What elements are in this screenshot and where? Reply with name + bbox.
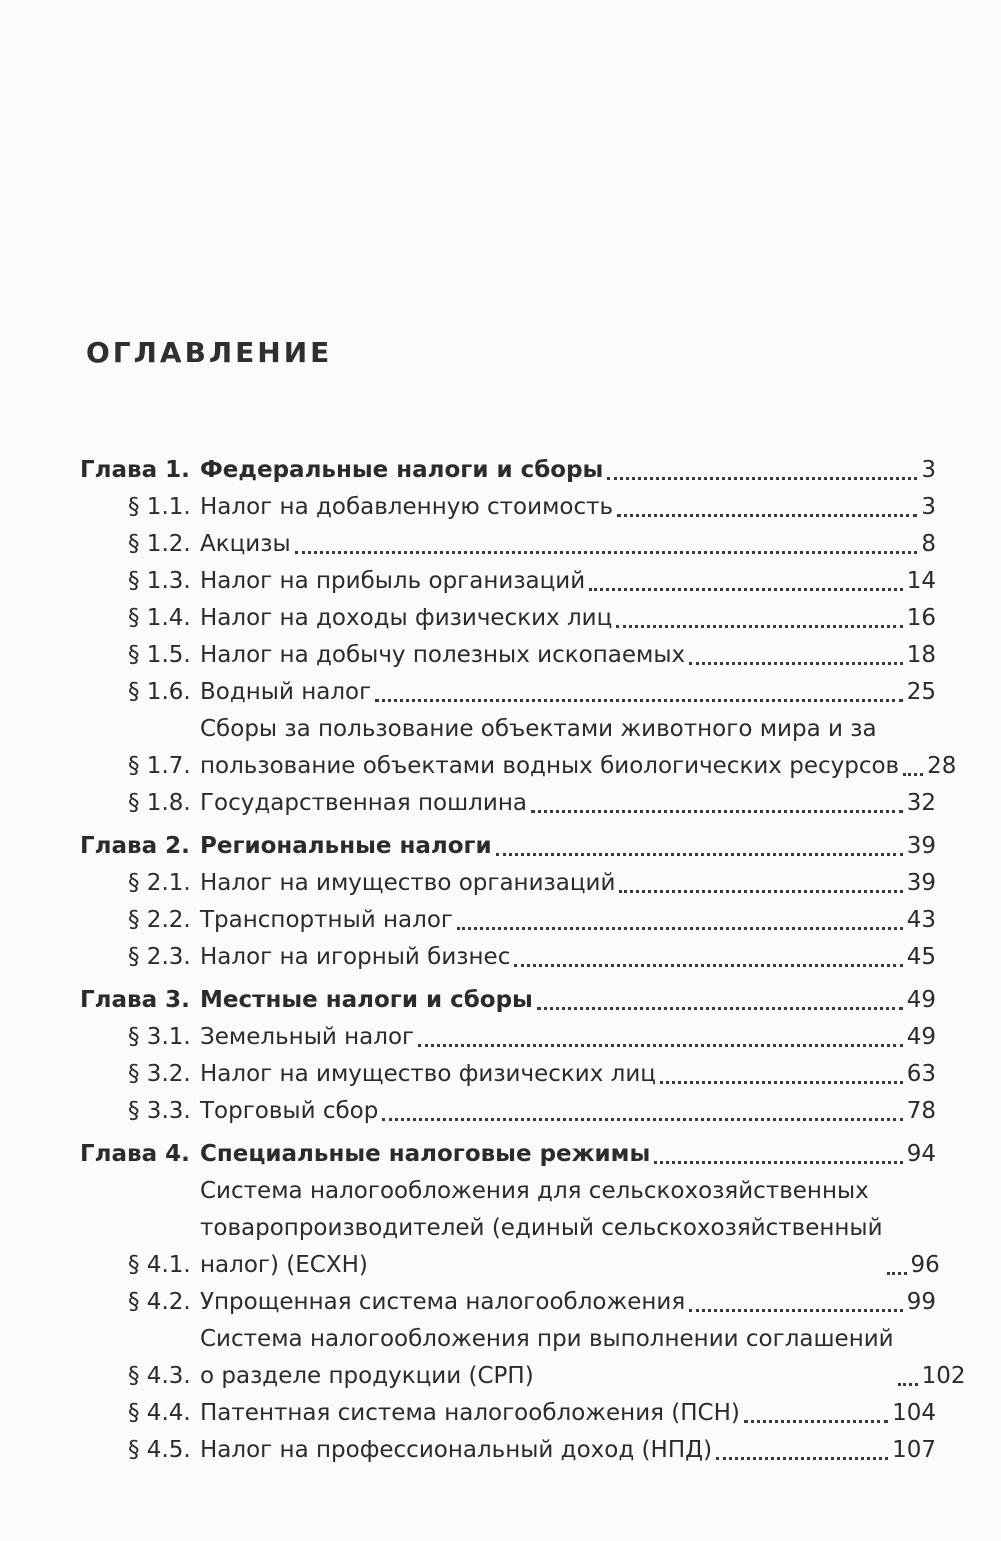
toc-section[interactable]: [80, 563, 936, 600]
toc-section[interactable]: [80, 1173, 940, 1284]
toc-entry-title-line: налог) (ЕСХН): [200, 1252, 368, 1278]
toc-entry-title: [200, 1093, 378, 1130]
toc-entry-title: [200, 452, 603, 489]
toc-page-number: 78: [906, 1098, 936, 1124]
dot-leader: [689, 1309, 903, 1312]
dot-leader: [617, 514, 917, 517]
toc-entry-title-line: Федеральные налоги и сборы: [200, 457, 604, 483]
toc-entry-title-line: Торговый сбор: [200, 1098, 379, 1124]
toc-section[interactable]: [80, 1093, 936, 1130]
toc-section[interactable]: [80, 711, 957, 785]
toc-entry-number: Глава 3.: [80, 987, 190, 1013]
dot-leader: [375, 699, 903, 702]
toc-section[interactable]: [80, 939, 936, 976]
dot-leader: [654, 1161, 902, 1164]
toc-entry-number: Глава 2.: [80, 833, 190, 859]
dot-leader: [537, 1007, 903, 1010]
toc-entry-number: § 1.3.: [128, 568, 191, 594]
toc-page-number: 28: [927, 753, 957, 779]
toc-entry-number: § 3.3.: [128, 1098, 191, 1124]
toc-entry-title: [200, 637, 685, 674]
toc-entry-number: Глава 1.: [80, 457, 190, 483]
toc-section[interactable]: [80, 1056, 936, 1093]
dot-leader: [616, 625, 902, 628]
toc-page-number: 16: [906, 605, 936, 631]
toc-entry-title: [200, 711, 899, 785]
toc-section[interactable]: [80, 489, 936, 526]
toc-entry-number: § 1.5.: [128, 642, 191, 668]
dot-leader: [607, 477, 917, 480]
toc-entry-title-line: Акцизы: [200, 531, 291, 557]
toc-page-number: 43: [906, 907, 936, 933]
toc-entry-title: [200, 1136, 650, 1173]
toc-section[interactable]: [80, 902, 936, 939]
toc-entry-title-line: Налог на игорный бизнес: [200, 944, 511, 970]
dot-leader: [295, 551, 918, 554]
toc-entry-number: § 1.6.: [128, 679, 191, 705]
toc-entry-title-line: Местные налоги и сборы: [200, 987, 533, 1013]
dot-leader: [589, 588, 903, 591]
toc-entry-title-line: Налог на имущество физических лиц: [200, 1061, 656, 1087]
toc-section[interactable]: [80, 637, 936, 674]
toc-section[interactable]: [80, 674, 936, 711]
dot-leader: [514, 964, 902, 967]
toc-entry-title-line: Транспортный налог: [200, 907, 453, 933]
dot-leader: [457, 927, 903, 930]
toc-entry-title-line: Государственная пошлина: [200, 790, 527, 816]
toc-section[interactable]: [80, 526, 936, 563]
toc-entry-title: [200, 1019, 414, 1056]
toc-entry-title-line: Земельный налог: [200, 1024, 415, 1050]
toc-chapter[interactable]: [80, 828, 936, 865]
dot-leader: [496, 853, 903, 856]
toc-entry-title-line: о разделе продукции (СРП): [200, 1363, 534, 1389]
toc-entry-title: [200, 982, 533, 1019]
toc-entry-number: § 4.5.: [128, 1437, 191, 1463]
toc-page-number: 94: [906, 1141, 936, 1167]
toc-entry-number: § 1.4.: [128, 605, 191, 631]
toc-section[interactable]: [80, 1321, 966, 1395]
toc-entry-title: [200, 828, 492, 865]
toc-entry-number: § 4.3.: [128, 1363, 191, 1389]
toc-chapter[interactable]: [80, 982, 936, 1019]
toc-entry-title: [200, 902, 453, 939]
toc-entry-number: § 3.1.: [128, 1024, 191, 1050]
toc-entry-title-line: Налог на доходы физических лиц: [200, 605, 613, 631]
toc-page-number: 18: [906, 642, 936, 668]
toc-entry-title: [200, 1284, 685, 1321]
toc-entry-title: [200, 939, 510, 976]
toc-entry-title-line: Система налогообложения для сельскохозяйственных: [200, 1178, 869, 1204]
toc-page-number: 3: [921, 494, 936, 520]
toc-entry-number: § 1.8.: [128, 790, 191, 816]
toc-entry-title-line: Налог на добычу полезных ископаемых: [200, 642, 686, 668]
dot-leader: [744, 1420, 888, 1423]
toc-entry-title-line: Налог на имущество организаций: [200, 870, 616, 896]
toc-page-number: 14: [906, 568, 936, 594]
dot-leader: [716, 1457, 888, 1460]
toc-entry-title-line: Региональные налоги: [200, 833, 492, 859]
toc-entry-title-line: Налог на прибыль организаций: [200, 568, 586, 594]
page-title: ОГЛАВЛЕНИЕ: [86, 336, 333, 369]
toc-section[interactable]: [80, 600, 936, 637]
dot-leader: [382, 1118, 902, 1121]
toc-entry-number: § 3.2.: [128, 1061, 191, 1087]
toc-entry-number: § 1.2.: [128, 531, 191, 557]
dot-leader: [531, 810, 903, 813]
toc-entry-number: Глава 4.: [80, 1141, 190, 1167]
toc-entry-number: § 2.1.: [128, 870, 191, 896]
toc-section[interactable]: [80, 1395, 936, 1432]
toc-entry-number: § 1.1.: [128, 494, 191, 520]
toc-page-number: 49: [906, 987, 936, 1013]
toc-entry-number: § 4.2.: [128, 1289, 191, 1315]
toc-entry-number: § 2.3.: [128, 944, 191, 970]
toc-entry-title: [200, 1173, 883, 1284]
toc-chapter[interactable]: [80, 1136, 936, 1173]
dot-leader: [898, 1383, 918, 1386]
toc-entry-title-line: пользование объектами водных биологических ресурсов: [200, 753, 900, 779]
toc-entry-title: [200, 600, 612, 637]
dot-leader: [418, 1044, 903, 1047]
toc-entry-number: § 2.2.: [128, 907, 191, 933]
toc-page-number: 32: [906, 790, 936, 816]
dot-leader: [660, 1081, 903, 1084]
toc-page-number: 3: [921, 457, 936, 483]
toc-page-number: 99: [906, 1289, 936, 1315]
toc-page-number: 45: [906, 944, 936, 970]
toc-section[interactable]: [80, 785, 936, 822]
toc-page-number: 39: [906, 870, 936, 896]
toc-entry-number: § 4.1.: [128, 1252, 191, 1278]
toc-entry-title: [200, 1395, 740, 1432]
toc-entry-title-line: Патентная система налогообложения (ПСН): [200, 1400, 740, 1426]
toc-entry-title-line: Упрощенная система налогообложения: [200, 1289, 686, 1315]
toc-entry-title-line: товаропроизводителей (единый сельскохозяйственный: [200, 1215, 883, 1241]
toc-section[interactable]: [80, 1284, 936, 1321]
dot-leader: [887, 1272, 907, 1275]
toc-page-number: 8: [921, 531, 936, 557]
toc-page-number: 39: [906, 833, 936, 859]
toc-page-number: 104: [892, 1400, 936, 1426]
toc-entry-title-line: Налог на профессиональный доход (НПД): [200, 1437, 713, 1463]
dot-leader: [903, 773, 923, 776]
toc-entry-title-line: Налог на добавленную стоимость: [200, 494, 614, 520]
dot-leader: [619, 890, 902, 893]
toc-page-number: 25: [906, 679, 936, 705]
toc-entry-title-line: Сборы за пользование объектами животного мира и за: [200, 716, 877, 742]
toc-entry-title: [200, 1056, 656, 1093]
toc-page-number: 102: [921, 1363, 966, 1389]
toc-entry-number: § 1.7.: [128, 753, 191, 779]
toc-entry-title: [200, 563, 585, 600]
toc-entry-title-line: Система налогообложения при выполнении соглашений: [200, 1326, 894, 1352]
toc-entry-title-line: Водный налог: [200, 679, 372, 705]
toc-entry-title-line: Специальные налоговые режимы: [200, 1141, 651, 1167]
dot-leader: [689, 662, 903, 665]
toc-section[interactable]: [80, 865, 936, 902]
toc-entry-title: [200, 489, 613, 526]
toc-entry-title: [200, 1432, 712, 1469]
toc-entry-title: [200, 674, 371, 711]
toc-entry-title: [200, 1321, 894, 1395]
toc-chapter[interactable]: [80, 452, 936, 489]
toc-section[interactable]: [80, 1432, 936, 1469]
toc-page-number: 96: [910, 1252, 940, 1278]
toc-section[interactable]: [80, 1019, 936, 1056]
toc-page-number: 49: [906, 1024, 936, 1050]
toc-entry-title: [200, 526, 291, 563]
toc-entry-title: [200, 785, 527, 822]
toc-entry-number: § 4.4.: [128, 1400, 191, 1426]
toc-list: [80, 452, 966, 1469]
toc-entry-title: [200, 865, 615, 902]
toc-page-number: 63: [906, 1061, 936, 1087]
toc-page-number: 107: [892, 1437, 936, 1463]
